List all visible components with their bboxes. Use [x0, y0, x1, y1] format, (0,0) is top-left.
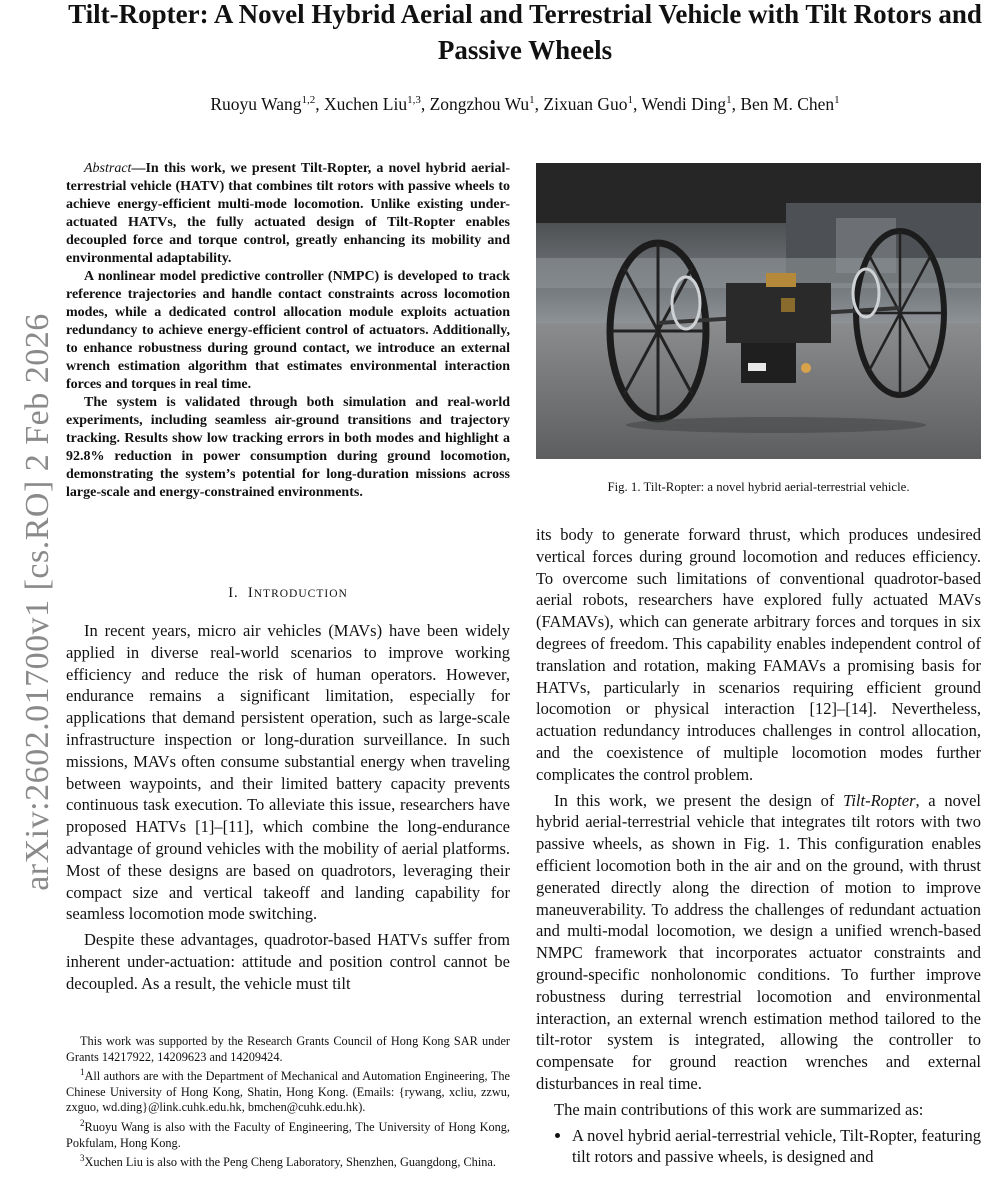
- abstract-paragraph: Abstract—In this work, we present Tilt-Ropter, a novel hybrid aerial-terrestrial vehicle (HATV) that combines tilt rotors with passive wheels to achieve energy-efficient multi-mode locomotion. Unlike existing under-actuated HATVs, the fully actuated design of Tilt-Ropter enables decoupled force and torque control, greatly enhancing its mobility and environmental adaptability.: [66, 161, 510, 266]
- right-column-text: [536, 524, 981, 1168]
- author-list: [60, 94, 982, 115]
- introduction-text: [66, 620, 510, 999]
- abstract-paragraph: A nonlinear model predictive controller (NMPC) is developed to track reference trajectories and handle contact constraints across locomotion modes, while a dedicated control allocation module exploits actuation redundancy to achieve energy-efficient control of actuators. Additionally, to enhance robustness during ground contact, we introduce an external wrench estimation algorithm that estimates environmental interaction forces and torques in real time.: [66, 269, 510, 392]
- author: Ruoyu Wang$^{1,2}$,: [210, 94, 324, 114]
- abstract-label: Abstract: [84, 161, 132, 176]
- figure-caption: Fig. 1. Tilt-Ropter: a novel hybrid aerial-terrestrial vehicle.: [607, 480, 910, 494]
- paper-title: Tilt-Ropter: A Novel Hybrid Aerial and Terrestrial Vehicle with Tilt Rotors and Passive Wheels: [68, 0, 982, 65]
- footnote: $^3$Xuchen Liu is also with the Peng Cheng Laboratory, Shenzhen, Guangdong, China.: [80, 1153, 496, 1170]
- author: Ben M. Chen$^1$: [740, 94, 840, 114]
- author: Xuchen Liu$^{1,3}$,: [323, 94, 430, 114]
- footnote: This work was supported by the Research Grants Council of Hong Kong SAR under Grants 14217922, 14209623 and 14209424.: [66, 1034, 510, 1064]
- body-paragraph: The main contributions of this work are summarized as:: [554, 1099, 924, 1119]
- footnotes: [66, 1034, 510, 1171]
- author: Zongzhou Wu$^1$,: [429, 94, 544, 114]
- abstract-paragraph: The system is validated through both simulation and real-world experiments, including seamless air-ground transitions and trajectory tracking. Results show low tracking errors in both modes and highlight a 92.8% reduction in power consumption during ground locomotion, demonstrating the system’s potential for long-duration missions across large-scale and energy-constrained environments.: [66, 395, 510, 500]
- footnote: $^1$All authors are with the Department of Mechanical and Automation Engineering, The Chinese University of Hong Kong, Shatin, Hong Kong. (Emails: {rywang, xcliu, zzwu, zxguo, wd.ding}@link.cuhk.edu.hk, bmchen@cuhk.edu.hk).: [66, 1067, 510, 1115]
- contribution-list: [536, 1125, 981, 1169]
- footnote: $^2$Ruoyu Wang is also with the Faculty of Engineering, The University of Hong Kong, Pokfulam, Hong Kong.: [66, 1118, 510, 1150]
- body-paragraph: Despite these advantages, quadrotor-based HATVs suffer from inherent under-actuation: attitude and position control cannot be decoupled. As a result, the vehicle must tilt: [66, 930, 510, 993]
- author: Zixuan Guo$^1$,: [543, 94, 642, 114]
- author: Wendi Ding$^1$,: [641, 94, 741, 114]
- list-item: • A novel hybrid aerial-terrestrial vehicle, Tilt-Ropter, featuring tilt rotors and passive wheels, is designed and: [572, 1125, 981, 1169]
- body-paragraph: its body to generate forward thrust, which produces undesired vertical forces during ground locomotion and reduces efficiency. To overcome such limitations of conventional quadrotor-based aerial robots, researchers have explored fully actuated MAVs (FAMAVs), which can generate arbitrary forces and torques in six degrees of freedom. This capability enables independent control of translation and rotation, making FAMAVs a promising basis for HATVs, particularly in scenarios requiring efficient ground locomotion or physical interaction [12]–[14]. Nevertheless, actuation redundancy introduces challenges in control allocation, and the coexistence of multiple locomotion modes further complicates the control problem.: [536, 525, 981, 784]
- figure-photo: [536, 163, 981, 459]
- robot-photo-illustration: [536, 163, 981, 459]
- body-paragraph: In recent years, micro air vehicles (MAVs) have been widely applied in diverse real-world scenarios to improve working efficiency and reduce the risk of human operators. However, endurance remains a significant limitation, especially for applications that demand persistent operation, such as large-scale infrastructure inspection or long-duration surveillance. In such missions, MAVs often consume substantial energy when traveling between waypoints, and their limited battery capacity prevents continuous task execution. To alleviate this issue, researchers have proposed HATVs [1]–[11], which combine the long-endurance advantage of ground vehicles with the mobility of aerial platforms. Most of these designs are based on quadrotors, leveraging their compact size and vertical takeoff and landing capability for seamless locomotion mode switching.: [66, 621, 510, 924]
- abstract: [66, 160, 510, 502]
- section-heading: I. INTRODUCTION: [228, 585, 348, 601]
- body-paragraph: In this work, we present the design of Tilt-Ropter, a novel hybrid aerial-terrestrial vehicle that integrates tilt rotors with two passive wheels, as shown in Fig. 1. This configuration enables efficient locomotion both in the air and on the ground, with thrust generated directly along the direction of motion to improve maneuverability. To address the challenges of redundant actuation and multi-modal locomotion, we design a unified wrench-based NMPC framework that incorporates actuator constraints and ground-specific nonholonomic conditions. To further improve robustness during terrestrial locomotion and environmental interaction, an external wrench estimation method tailored to the tilt-rotor system is integrated, allowing the controller to compensate for ground reaction wrenches and external disturbances in real time.: [536, 790, 981, 1093]
- arxiv-stamp: arXiv:2602.01700v1 [cs.RO] 2 Feb 2026: [19, 313, 56, 891]
